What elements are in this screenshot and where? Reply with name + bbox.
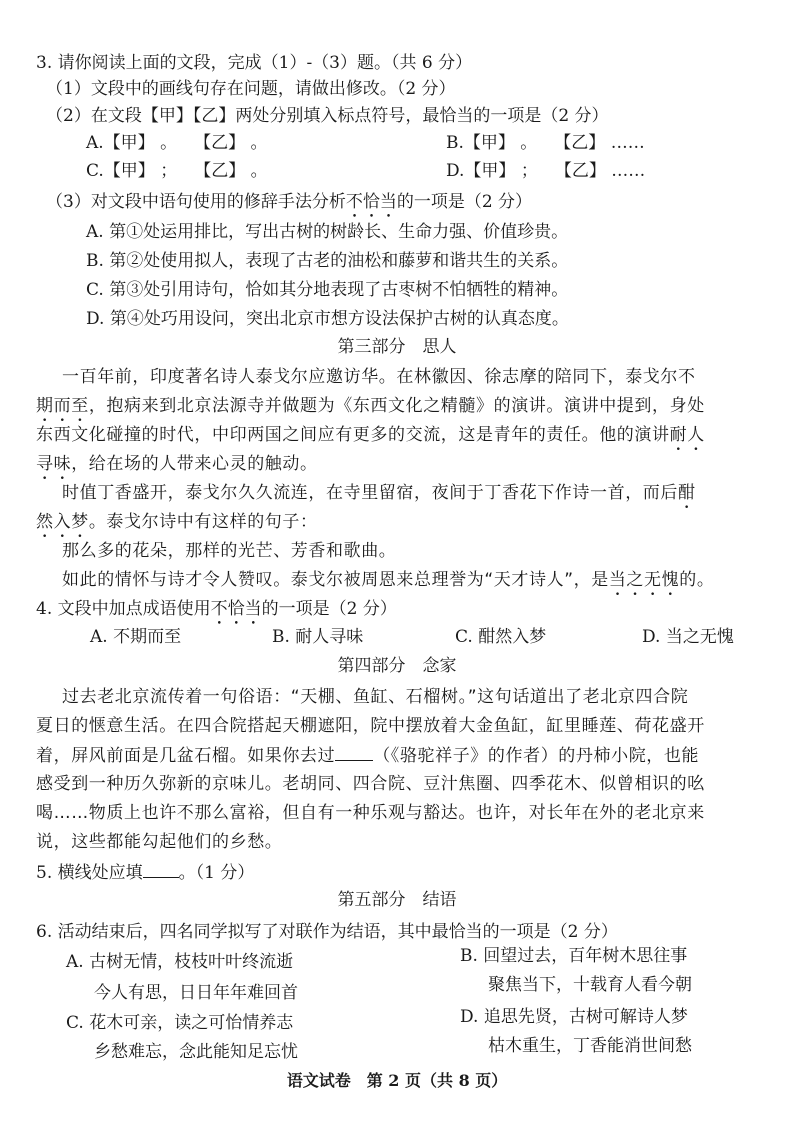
part3-p1-line3 [36,424,705,455]
q3-sub3-option-a: A. 第①处运用排比，写出古树的树龄长、生命力强、价值珍贵。 [86,222,569,242]
q6-option-a-line2: 今人有思，日日年年难回首 [94,983,298,1003]
part3-p1-line1: 一百年前，印度著名诗人泰戈尔应邀访华。在林徽因、徐志摩的陪同下，泰戈尔不 [62,367,696,387]
q6-option-c-line2: 乡愁难忘，念此能知足忘忧 [94,1042,298,1062]
part3-p1-line4 [36,453,318,484]
q4-stem [36,598,397,629]
part3-p4 [62,569,714,600]
q4-option-c: C. 酣然入梦 [455,627,547,647]
idiom-dangzhiwukui: 当之无愧 [608,570,680,590]
part3-p2-line1 [62,482,696,513]
idiom-nairenxunwei-part1: 耐人 [669,425,705,445]
part3-p4-pre: 如此的情怀与诗才令人赞叹。泰戈尔被周恩来总理誉为“天才诗人”，是 [62,570,609,590]
q3-sub3 [46,191,532,222]
q3-sub3-option-b: B. 第②处使用拟人，表现了古老的油松和藤萝和谐共生的关系。 [86,251,569,271]
part4-line6: 说，这些都能勾起他们的乡愁。 [36,832,283,852]
part4-line3-pre: 着，屏风前面是几盆石榴。如果你去过 [36,746,336,766]
q3-sub1: （1）文段中的画线句存在问题，请做出修改。（2 分） [46,79,456,99]
idiom-nairenxunwei-part2: 寻味 [36,454,72,474]
q6-option-b-line1: B. 回望过去，百年树木思往事 [460,946,688,966]
q3-sub2-option-b: B.【甲】 。 【乙】 …… [446,133,645,153]
q3-sub2-option-c: C.【甲】 ； 【乙】 。 [86,161,268,181]
q3-sub2-option-d: D.【甲】 ； 【乙】 …… [446,161,646,181]
q3-sub3-option-c: C. 第③处引用诗句，恰如其分地表现了古枣树不怕牺牲的精神。 [86,280,569,300]
q3-sub2-option-a: A.【甲】 。 【乙】 。 [86,133,268,153]
q4-stem-emphasis: 不恰当 [210,599,262,619]
q6-option-c-line1: C. 花木可亲，读之可怡情养志 [66,1013,294,1033]
part5-heading: 第五部分 结语 [337,890,457,910]
part3-p2-line2 [36,511,318,542]
q6-option-b-line2: 聚焦当下，十载育人看今朝 [488,975,692,995]
q3-sub2: （2）在文段【甲】【乙】两处分别填入标点符号，最恰当的一项是（2 分） [46,106,609,126]
q4-option-b: B. 耐人寻味 [272,627,364,647]
part4-line3-post: （《骆驼祥子》的作者）的丹柿小院，也能 [373,746,700,766]
idiom-hanranrumeng-part2: 然入梦 [36,512,89,532]
q5-pre: 5. 横线处应填 [36,863,143,883]
q3-sub3-pre: （3）对文段中语句使用的修辞手法分析 [46,192,346,212]
answer-blank[interactable] [335,744,373,761]
q4-stem-post: 的一项是（2 分） [261,599,397,619]
part4-line4: 感受到一种历久弥新的京味儿。老胡同、四合院、豆汁焦圈、四季花木、似曾相识的吆 [36,774,705,794]
part3-p2-line2-rest: 。泰戈尔诗中有这样的句子： [88,512,318,532]
part3-p1-line2-rest: ，抱病来到北京法源寺并做题为《东西文化之精髓》的演讲。演讲中提到，身处 [88,396,705,416]
q3-sub3-post: 的一项是（2 分） [396,192,533,212]
q4-option-a: A. 不期而至 [90,627,182,647]
q5-answer-blank[interactable] [143,861,179,878]
q5-post: 。（1 分） [178,863,255,883]
q5-stem [36,861,254,884]
page-footer: 语文试卷 第 2 页（共 8 页） [286,1071,508,1090]
part3-poem-quote: 那么多的花朵，那样的光芒、芳香和歌曲。 [62,541,397,561]
part4-heading: 第四部分 念家 [337,656,457,676]
part3-p2-line1-text: 时值丁香盛开，泰戈尔久久流连，在寺里留宿，夜间于丁香花下作诗一首，而后 [62,483,678,503]
part3-p4-post: 的。 [679,570,715,590]
q3-sub3-emphasis: 不恰当 [345,192,397,212]
q4-option-d: D. 当之无愧 [642,627,734,647]
idiom-buqierzhi: 期而至 [36,396,89,416]
part4-line3 [36,744,699,767]
q6-option-d-line1: D. 追思先贤，古树可解诗人梦 [460,1007,688,1027]
q3-sub3-option-d: D. 第④处巧用设问，突出北京市想方设法保护古树的认真态度。 [86,309,569,329]
part3-p1-line2 [36,395,705,426]
q6-option-a-line1: A. 古树无情，枝枝叶叶终流逝 [66,952,294,972]
part4-line5: 喝……物质上也许不那么富裕，但自有一种乐观与豁达。也许，对长年在外的老北京来 [36,803,705,823]
part4-line2: 夏日的惬意生活。在四合院搭起天棚遮阳，院中摆放着大金鱼缸，缸里睡莲、荷花盛开 [36,716,705,736]
part3-p1-line3-text: 东西文化碰撞的时代，中印两国之间应有更多的交流，这是青年的责任。他的演讲 [36,425,670,445]
q3-stem: 3. 请你阅读上面的文段，完成（1）-（3）题。（共 6 分） [36,53,473,73]
q6-option-d-line2: 枯木重生，丁香能消世间愁 [488,1036,692,1056]
q6-stem: 6. 活动结束后，四名同学拟写了对联作为结语，其中最恰当的一项是（2 分） [36,922,618,942]
part4-line1: 过去老北京流传着一句俗语：“天棚、鱼缸、石榴树。”这句话道出了老北京四合院 [62,687,689,707]
q4-stem-pre: 4. 文段中加点成语使用 [36,599,211,619]
idiom-hanranrumeng-part1: 酣 [678,483,696,503]
part3-heading: 第三部分 思人 [337,337,457,357]
part3-p1-line4-rest: ，给在场的人带来心灵的触动。 [71,454,318,474]
